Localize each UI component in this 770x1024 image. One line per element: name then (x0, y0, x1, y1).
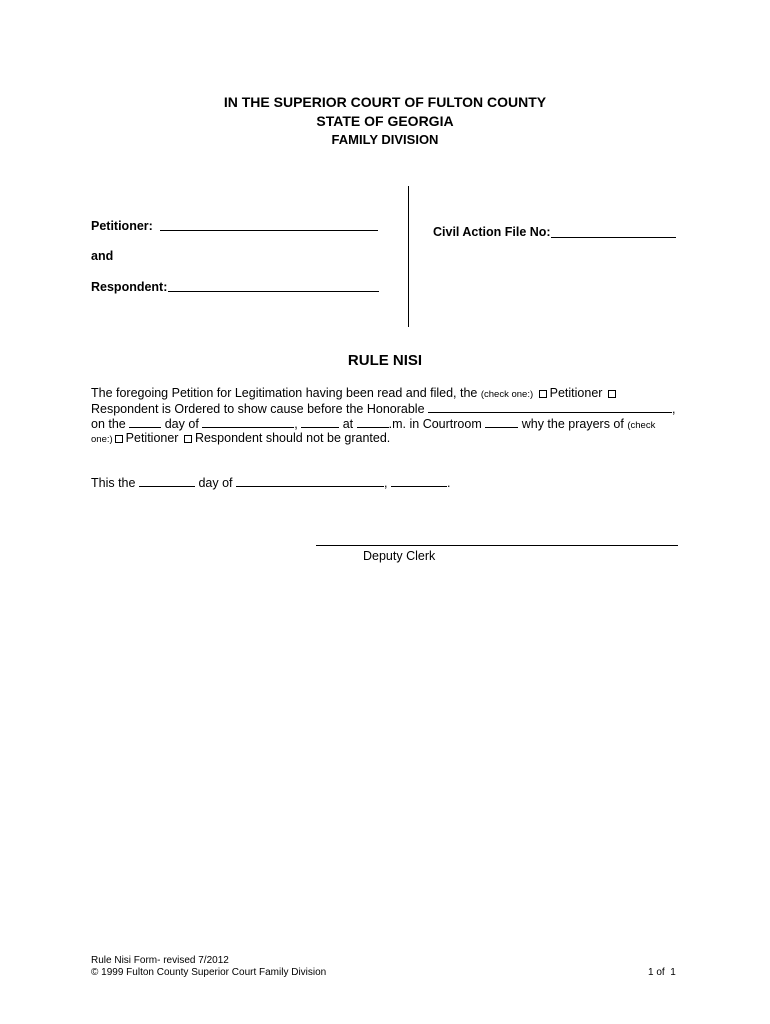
day-number-blank[interactable] (129, 416, 161, 428)
petitioner-blank[interactable] (160, 230, 378, 231)
civil-action-label: Civil Action File No: (433, 225, 551, 239)
footer-copyright: © 1999 Fulton County Superior Court Family Division (91, 967, 327, 978)
date-month-blank[interactable] (236, 475, 384, 487)
deputy-clerk-label: Deputy Clerk (363, 549, 436, 563)
rule-line-4 (91, 431, 390, 447)
respondent-label: Respondent: (91, 280, 168, 294)
respondent-checkbox-2[interactable] (184, 435, 192, 443)
courtroom-blank[interactable] (485, 416, 518, 428)
respondent-checkbox-1[interactable] (608, 390, 616, 398)
this-the-text: This the (91, 476, 136, 490)
check-note-open: (check (627, 420, 656, 431)
rule-line-1-text: The foregoing Petition for Legitimation having been read and filed, the (91, 386, 478, 400)
and-label: and (91, 249, 114, 263)
month-comma: , (294, 417, 298, 431)
date-day-of-text: day of (198, 476, 233, 490)
month-blank[interactable] (202, 416, 294, 428)
civil-action-blank[interactable] (551, 237, 676, 238)
footer-form-line: Rule Nisi Form- revised 7/2012 (91, 955, 229, 966)
petitioner-label: Petitioner: (91, 219, 153, 233)
date-day-blank[interactable] (139, 475, 195, 487)
caption-divider (408, 186, 409, 327)
page-number: 1 of 1 (648, 967, 676, 978)
division-title: FAMILY DIVISION (331, 132, 439, 147)
signature-line[interactable] (316, 545, 678, 546)
check-one-note: (check one:) (480, 389, 534, 400)
petitioner-checkbox-1[interactable] (539, 390, 547, 398)
date-year-blank[interactable] (391, 475, 447, 487)
state-title: STATE OF GEORGIA (316, 113, 454, 129)
day-of-text: day of (164, 417, 199, 431)
on-the-text: on the (91, 417, 126, 431)
rule-line-2-text: Respondent is Ordered to show cause before the Honorable (91, 402, 425, 416)
at-text: at (342, 417, 354, 431)
year-blank[interactable] (301, 416, 339, 428)
petitioner-option-2: Petitioner (125, 431, 179, 445)
petitioner-checkbox-2[interactable] (115, 435, 123, 443)
rule-nisi-title: RULE NISI (347, 352, 423, 369)
courtroom-text: .m. in Courtroom (388, 417, 482, 431)
date-line (91, 475, 450, 491)
check-note-close: one:) (91, 434, 113, 445)
honorable-comma: , (672, 402, 676, 416)
rule-line-1 (91, 386, 619, 402)
date-period: . (446, 476, 451, 490)
respondent-blank[interactable] (168, 291, 379, 292)
time-blank[interactable] (357, 416, 389, 428)
respondent-end-text: Respondent should not be granted. (194, 431, 391, 445)
honorable-blank[interactable] (428, 401, 672, 413)
petitioner-option-1: Petitioner (549, 386, 603, 400)
why-prayers-text: why the prayers of (521, 417, 624, 431)
date-comma: , (383, 476, 388, 490)
rule-line-2 (91, 401, 676, 417)
court-title: IN THE SUPERIOR COURT OF FULTON COUNTY (223, 94, 547, 110)
